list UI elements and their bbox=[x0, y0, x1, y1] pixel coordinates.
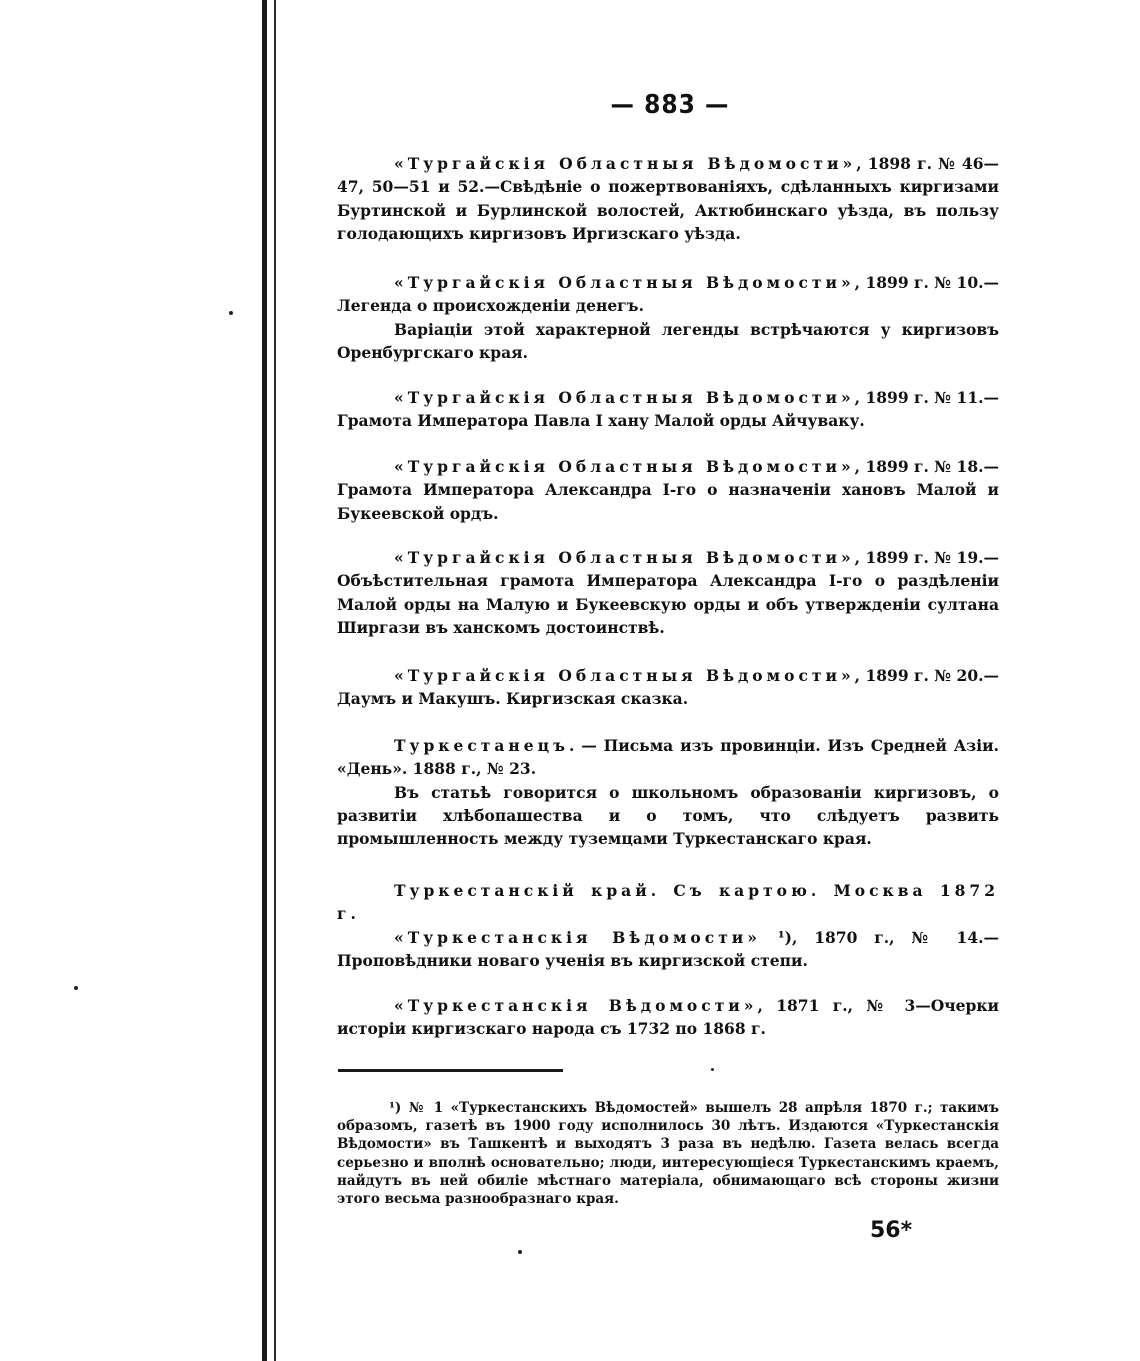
entry-title: Туркестанецъ bbox=[394, 736, 569, 755]
speck bbox=[518, 1250, 522, 1254]
entry-title: «Тургайскія Областныя Вѣдомости» bbox=[394, 666, 855, 685]
entry-5 bbox=[337, 546, 999, 639]
entry-text: , 1899 г. № 10.—Легенда о происхожденіи денегъ. bbox=[337, 273, 1000, 316]
footnote-text: ¹) № 1 «Туркестанскихъ Вѣдомостей» вышелъ 28 апрѣля 1870 г.; такимъ образомъ, газетѣ въ 1900 году исполнилось 30 лѣтъ. Издаются «Туркестанскія Вѣдомости» въ Ташкентѣ и выходятъ 3 раза въ недѣлю. Газета велась всегда серьезно и вполнѣ основательно; люди, интересующіеся Туркестанскимъ краемъ, найдутъ въ ней обиліе мѣстнаго матеріала, обнимающаго всѣ стороны жизни этого весьма разнообразнаго края. bbox=[337, 1100, 999, 1208]
entry-7 bbox=[337, 734, 999, 850]
entry-text: . — Письма изъ провинціи. Изъ Средней Азіи. «День». 1888 г., № 23. bbox=[337, 736, 999, 779]
speck bbox=[74, 986, 78, 990]
speck bbox=[229, 311, 233, 315]
entry-title: «Тургайскія Областныя Вѣдомости» bbox=[394, 154, 857, 173]
entry-note: Въ статьѣ говорится о школьномъ образованіи киргизовъ, о развитіи хлѣбопашества и о томъ, что слѣдуетъ развить промышленность между туземцами Туркестанскаго края. bbox=[337, 782, 999, 849]
entry-title: Туркестанскій край. Съ картою. Москва 1872 г. bbox=[337, 881, 999, 924]
footnote-rule bbox=[338, 1069, 563, 1072]
speck bbox=[711, 1068, 714, 1071]
entry-note: Варіаціи этой характерной легенды встрѣчаются у киргизовъ Оренбургскаго края. bbox=[337, 319, 999, 362]
signature-mark: 56* bbox=[870, 1218, 913, 1243]
entry-text: , 1899 г. № 11.—Грамота Императора Павла I хану Малой орды Айчуваку. bbox=[337, 388, 1000, 431]
entry-title: «Туркестанскія Вѣдомости» bbox=[394, 996, 758, 1015]
entry-4 bbox=[337, 455, 999, 525]
entry-title: «Тургайскія Областныя Вѣдомости» bbox=[394, 457, 855, 476]
entry-2 bbox=[337, 271, 999, 364]
entry-title: «Тургайскія Областныя Вѣдомости» bbox=[394, 273, 855, 292]
entry-3 bbox=[337, 386, 999, 433]
entry-1 bbox=[337, 152, 999, 245]
entry-8 bbox=[337, 879, 999, 926]
entry-10 bbox=[337, 994, 999, 1041]
entry-text: ¹), 1870 г., № 14.—Проповѣдники новаго ученія въ киргизской степи. bbox=[337, 928, 1000, 971]
entry-title: «Туркестанскія Вѣдомости» bbox=[394, 928, 761, 947]
entry-6 bbox=[337, 664, 999, 711]
entry-9 bbox=[337, 926, 999, 973]
entry-text: , 1899 г. № 19.—Объѣстительная грамота Императора Александра I-го о раздѣленіи Малой орды на Малую и Букеевскую орды и объ утвержденіи султана Ширгази въ ханскомъ достоинствѣ. bbox=[337, 548, 1000, 637]
entry-text: , 1898 г. № 46—47, 50—51 и 52.—Свѣдѣніе о пожертвованіяхъ, сдѣланныхъ киргизами Буртинской и Бурлинской волостей, Актюбинскаго уѣзда, въ пользу голодающихъ киргизовъ Иргизскаго уѣзда. bbox=[337, 154, 1000, 243]
page-number: — 883 — bbox=[610, 90, 730, 120]
entry-text: , 1899 г. № 18.—Грамота Императора Александра I-го о назначеніи хановъ Малой и Букеевской ордъ. bbox=[337, 457, 1000, 523]
entry-title: «Тургайскія Областныя Вѣдомости» bbox=[394, 388, 855, 407]
footnote bbox=[337, 1099, 999, 1208]
binding-line-inner bbox=[274, 0, 276, 1361]
entry-title: «Тургайскія Областныя Вѣдомости» bbox=[394, 548, 855, 567]
entry-text: , 1871 г., № 3—Очерки исторіи киргизскаго народа съ 1732 по 1868 г. bbox=[337, 996, 1000, 1039]
entry-text: , 1899 г. № 20.—Даумъ и Макушъ. Киргизская сказка. bbox=[337, 666, 1000, 709]
binding-line bbox=[262, 0, 267, 1361]
